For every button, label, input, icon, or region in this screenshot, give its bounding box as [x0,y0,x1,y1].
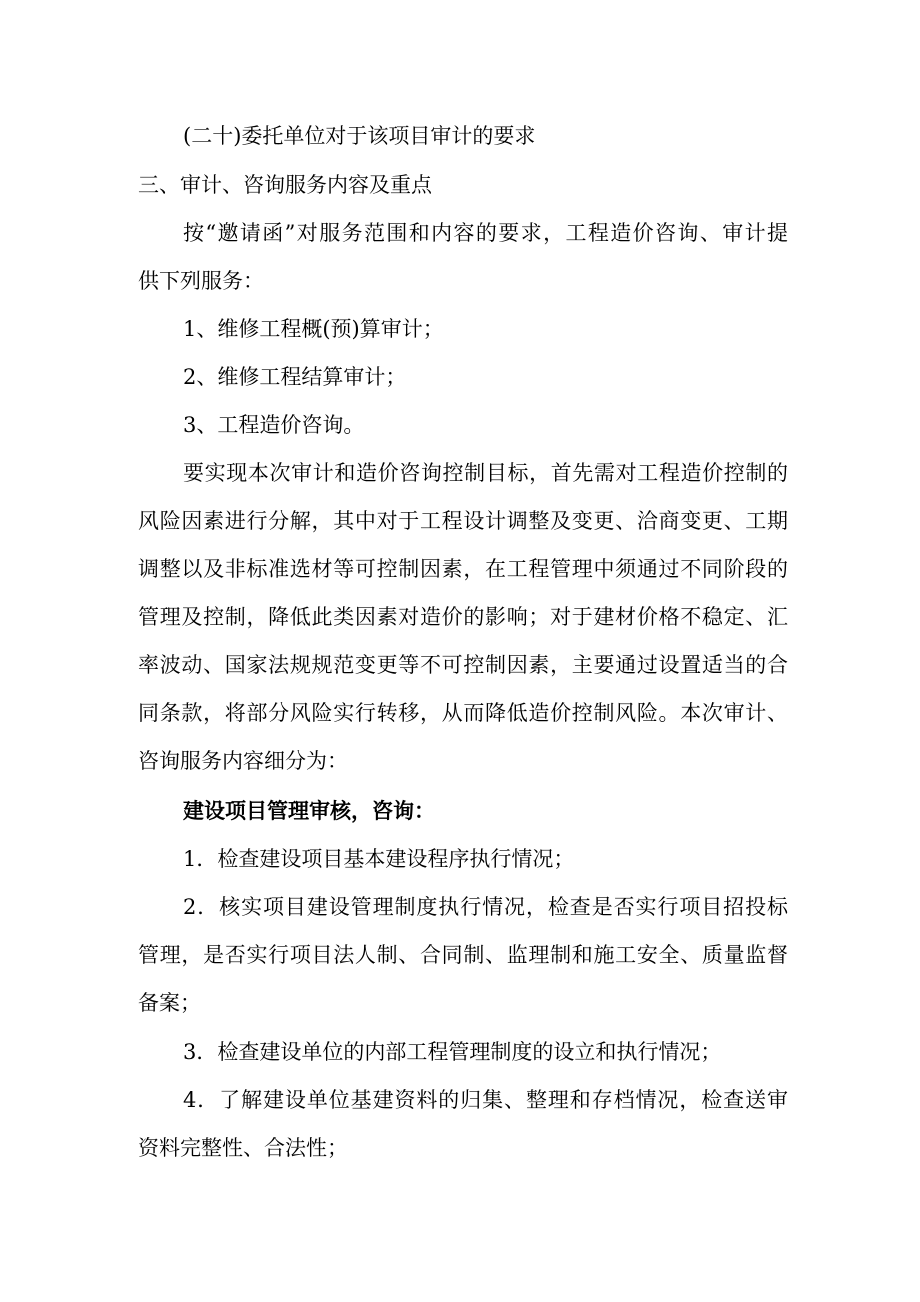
paragraph-line: 按“邀请函”对服务范围和内容的要求，工程造价咨询、审计提 [183,221,788,245]
list-item: 4．了解建设单位基建资料的归集、整理和存档情况，检查送审 [183,1088,788,1112]
paragraph-line: 要实现本次审计和造价咨询控制目标，首先需对工程造价控制的 [183,461,788,485]
paragraph-line: 同条款，将部分风险实行转移，从而降低造价控制风险。本次审计、 [138,701,788,725]
paragraph-line: 风险因素进行分解，其中对于工程设计调整及变更、洽商变更、工期 [138,509,788,533]
list-item-continuation: 备案； [138,991,201,1015]
paragraph-line: 调整以及非标准选材等可控制因素，在工程管理中须通过不同阶段的 [138,557,788,581]
list-item: 2、维修工程结算审计； [183,365,407,389]
list-item: 3、工程造价咨询。 [183,413,365,437]
bold-subheading: 建设项目管理审核，咨询： [183,799,435,823]
paragraph-line: 供下列服务： [138,269,264,293]
list-item: 1．检查建设项目基本建设程序执行情况； [183,847,575,871]
paragraph-line: 管理及控制，降低此类因素对造价的影响；对于建材价格不稳定、汇 [138,605,788,629]
list-item: 3．检查建设单位的内部工程管理制度的设立和执行情况； [183,1040,722,1064]
paragraph-line: 率波动、国家法规规范变更等不可控制因素，主要通过设置适当的合 [138,653,788,677]
section-heading-3: 三、审计、咨询服务内容及重点 [138,173,432,197]
list-item: 1、维修工程概(预)算审计； [183,317,444,341]
list-item: 2．核实项目建设管理制度执行情况，检查是否实行项目招投标 [183,895,788,919]
paragraph-line: 咨询服务内容细分为： [138,749,348,773]
list-item-continuation: 资料完整性、合法性； [138,1136,348,1160]
list-item-continuation: 管理，是否实行项目法人制、合同制、监理制和施工安全、质量监督 [138,943,788,967]
subsection-heading-20: (二十)委托单位对于该项目审计的要求 [183,124,536,148]
